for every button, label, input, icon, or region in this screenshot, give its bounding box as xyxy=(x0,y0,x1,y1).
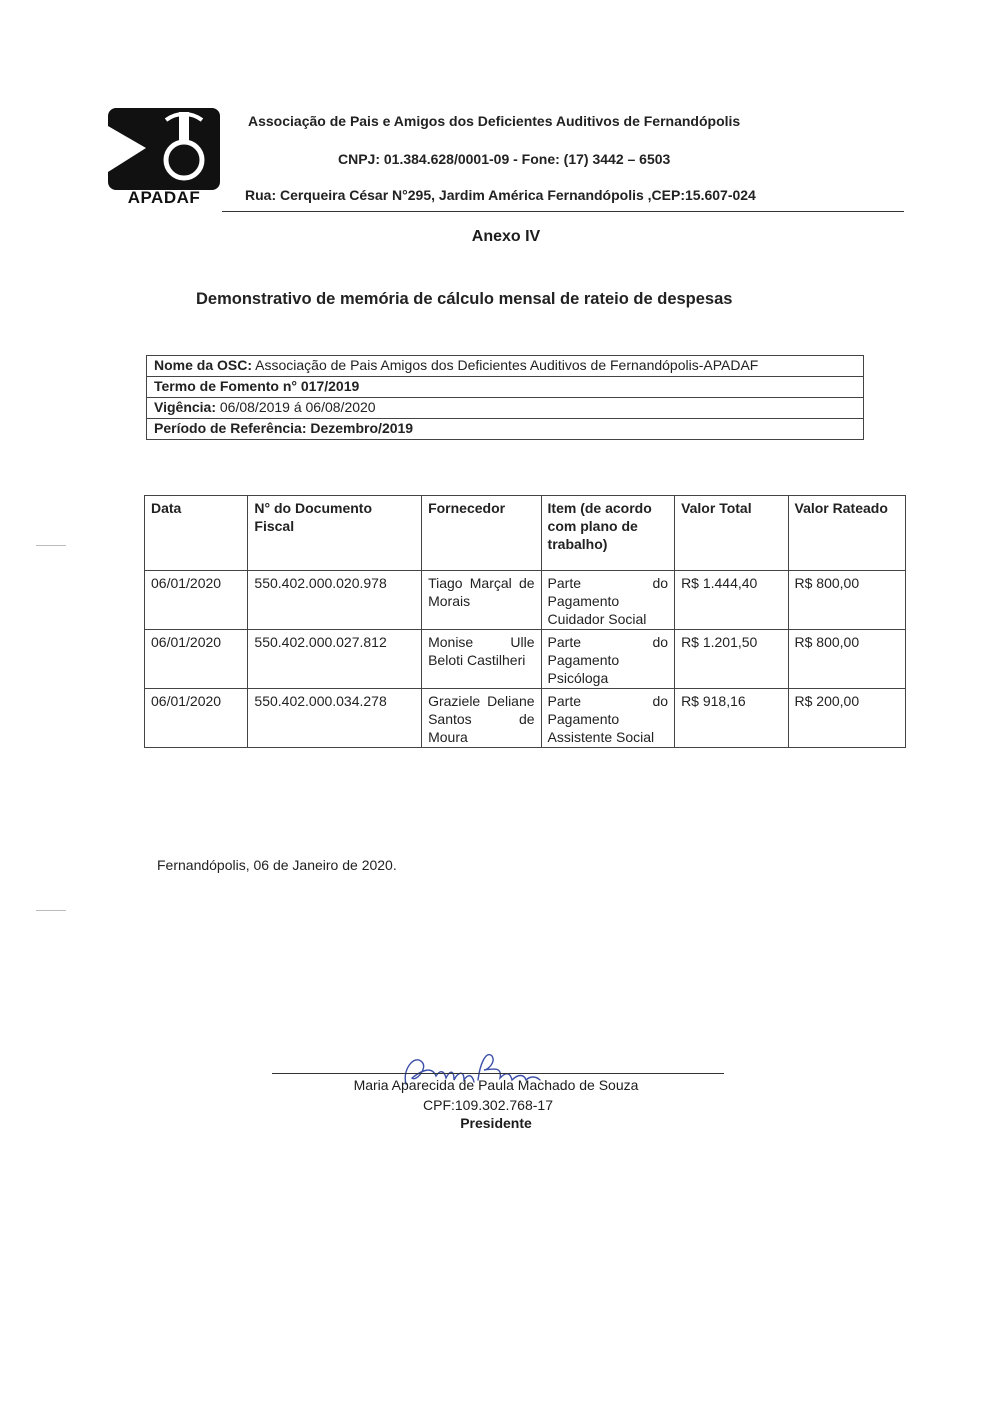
cell-apportioned: R$ 800,00 xyxy=(788,630,906,689)
signature-line xyxy=(272,1073,724,1074)
cell-document: 550.402.000.034.278 xyxy=(248,689,422,748)
header-total: Valor Total xyxy=(675,496,788,571)
logo-emblem-icon xyxy=(108,108,220,190)
termo-row xyxy=(147,377,863,398)
org-name: Associação de Pais e Amigos dos Deficientes Auditivos de Fernandópolis xyxy=(248,113,741,129)
periodo-label: Período de Referência: Dezembro/2019 xyxy=(154,420,414,436)
header-item: Item (de acordo com plano de trabalho) xyxy=(541,496,675,571)
logo-letter: A xyxy=(146,139,157,156)
signer-name: Maria Aparecida de Paula Machado de Souza xyxy=(353,1077,639,1093)
osc-name-row xyxy=(147,356,863,377)
cell-total: R$ 1.201,50 xyxy=(675,630,788,689)
header-apportioned: Valor Rateado xyxy=(788,496,906,571)
place-date: Fernandópolis, 06 de Janeiro de 2020. xyxy=(157,857,397,873)
cell-supplier: Tiago Marçal de Morais xyxy=(422,571,541,630)
osc-info-box xyxy=(146,355,864,440)
annex-title: Anexo IV xyxy=(471,228,541,245)
cell-document: 550.402.000.020.978 xyxy=(248,571,422,630)
scan-mark xyxy=(36,545,66,546)
header-date: Data xyxy=(145,496,248,571)
header-divider xyxy=(222,211,904,212)
cell-date: 06/01/2020 xyxy=(145,689,248,748)
document-title: Demonstrativo de memória de cálculo mensal de rateio de despesas xyxy=(196,290,733,308)
signer-cpf: CPF:109.302.768-17 xyxy=(423,1097,553,1113)
logo-text: APADAF xyxy=(127,188,201,207)
osc-label: Nome da OSC: xyxy=(154,357,253,373)
header-document: N° do Documento Fiscal xyxy=(248,496,422,571)
header-supplier: Fornecedor xyxy=(422,496,541,571)
osc-value: Associação de Pais Amigos dos Deficientes Auditivos de Fernandópolis-APADAF xyxy=(255,357,759,373)
cell-document: 550.402.000.027.812 xyxy=(248,630,422,689)
cell-supplier: Monise Ulle Beloti Castilheri xyxy=(422,630,541,689)
signer-role: Presidente xyxy=(460,1115,532,1131)
table-header-row xyxy=(145,496,906,571)
termo-label: Termo de Fomento n° 017/2019 xyxy=(154,378,360,394)
table-row xyxy=(145,630,906,689)
cell-date: 06/01/2020 xyxy=(145,571,248,630)
cell-supplier: Graziele Deliane Santos de Moura xyxy=(422,689,541,748)
cell-apportioned: R$ 200,00 xyxy=(788,689,906,748)
cell-total: R$ 918,16 xyxy=(675,689,788,748)
cell-item: Parte do Pagamento Psicóloga xyxy=(541,630,675,689)
org-address: Rua: Cerqueira César N°295, Jardim América Fernandópolis ,CEP:15.607-024 xyxy=(245,187,756,203)
scan-mark xyxy=(36,910,66,911)
cell-total: R$ 1.444,40 xyxy=(675,571,788,630)
vigencia-label: Vigência: xyxy=(154,399,216,415)
periodo-row xyxy=(147,419,863,439)
org-cnpj-phone: CNPJ: 01.384.628/0001-09 - Fone: (17) 3442 – 6503 xyxy=(338,151,671,167)
vigencia-value: 06/08/2019 á 06/08/2020 xyxy=(219,399,376,415)
vigencia-row xyxy=(147,398,863,419)
cell-apportioned: R$ 800,00 xyxy=(788,571,906,630)
expense-table xyxy=(144,495,906,748)
cell-date: 06/01/2020 xyxy=(145,630,248,689)
cell-item: Parte do Pagamento Cuidador Social xyxy=(541,571,675,630)
cell-item: Parte do Pagamento Assistente Social xyxy=(541,689,675,748)
table-row xyxy=(145,571,906,630)
table-row xyxy=(145,689,906,748)
